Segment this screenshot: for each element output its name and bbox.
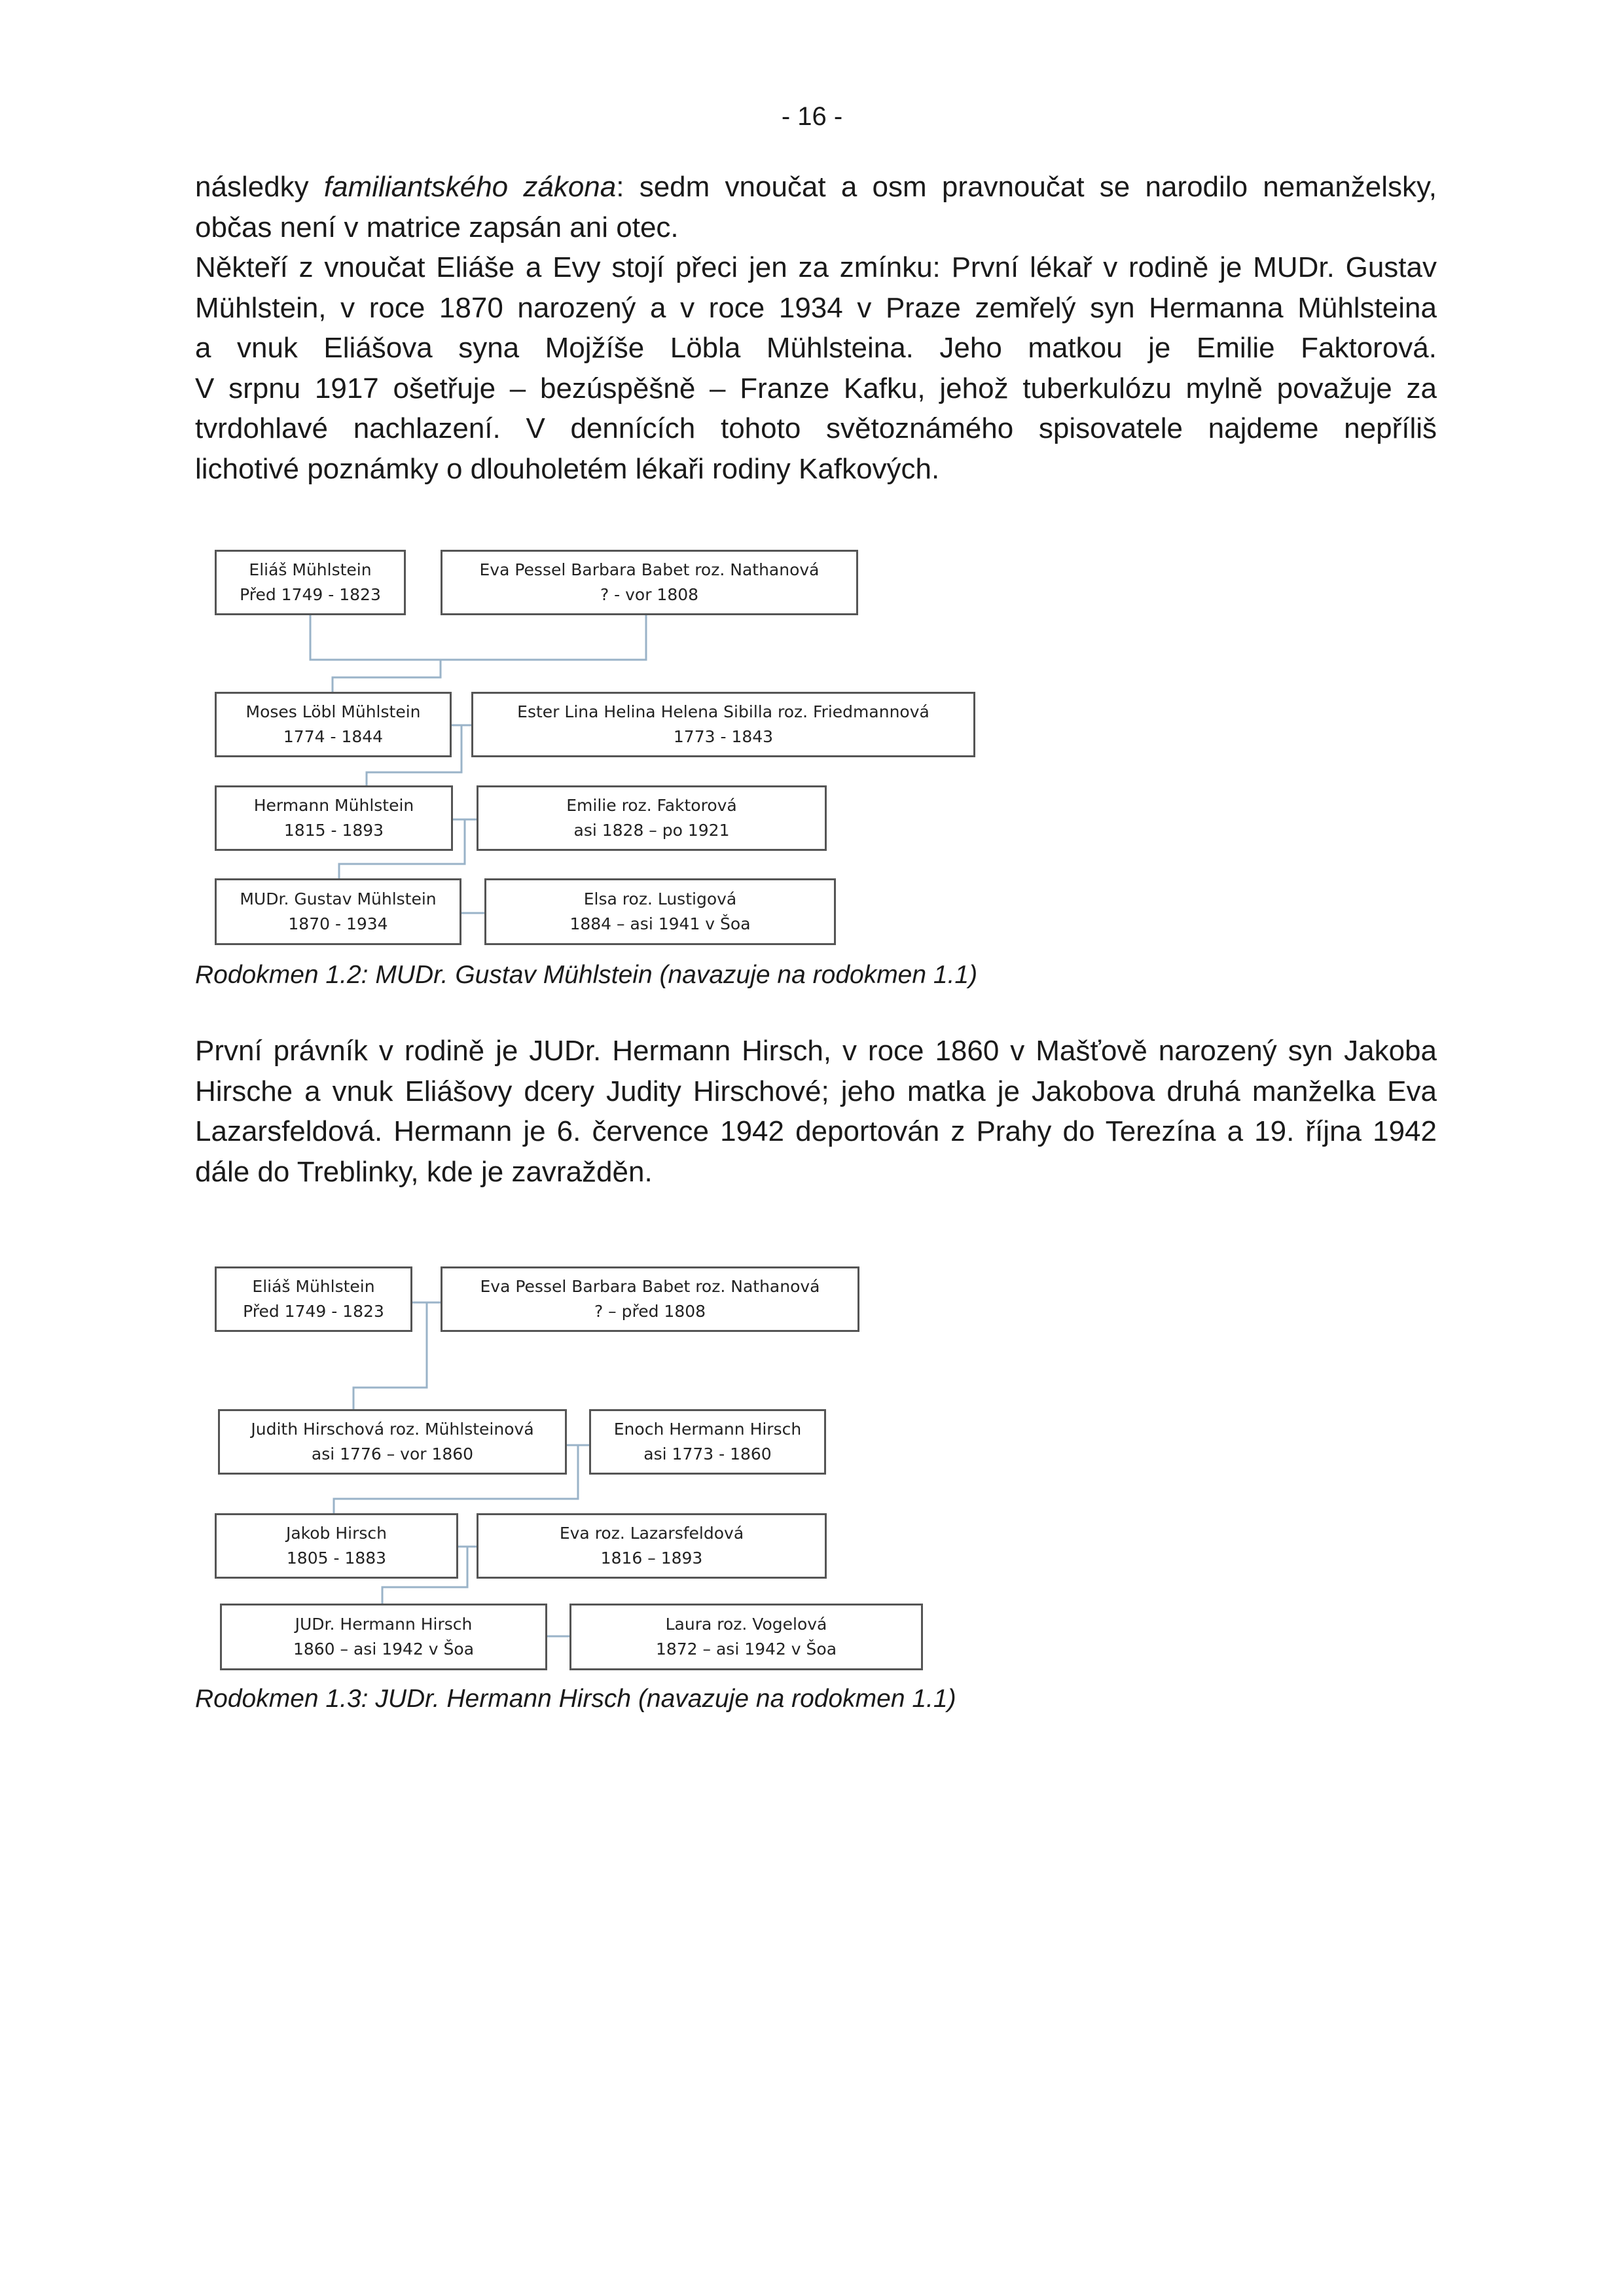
tree2-box-jakob: Jakob Hirsch 1805 - 1883 (215, 1513, 458, 1579)
text-line: následky familiantského zákona: sedm vnoučat a osm pravnoučat se narodilo nemanželsky, (195, 171, 1437, 203)
tree1-box-elias: Eliáš Mühlstein Před 1749 - 1823 (215, 550, 406, 615)
text-line: dále do Treblinky, kde je zavražděn. (195, 1155, 653, 1188)
tree2-box-enoch: Enoch Hermann Hirsch asi 1773 - 1860 (589, 1409, 826, 1475)
text-line: Hirsche a vnuk Eliášovy dcery Judity Hirschové; jeho matka je Jakobova druhá manželka Eva (195, 1075, 1437, 1107)
paragraph-1 (195, 167, 1437, 489)
tree1-box-eva: Eva Pessel Barbara Babet roz. Nathanová ? - vor 1808 (441, 550, 858, 615)
tree1-box-emilie: Emilie roz. Faktorová asi 1828 – po 1921 (477, 785, 827, 851)
text-line: První právník v rodině je JUDr. Hermann Hirsch, v roce 1860 v Mašťově narozený syn Jakoba (195, 1035, 1437, 1067)
tree2-box-laura: Laura roz. Vogelová 1872 – asi 1942 v Šoa (569, 1604, 923, 1670)
tree2-box-hermann-hirsch: JUDr. Hermann Hirsch 1860 – asi 1942 v Šoa (220, 1604, 547, 1670)
paragraph-2 (195, 1031, 1437, 1192)
text-line: lichotivé poznámky o dlouholetém lékaři rodiny Kafkových. (195, 452, 940, 485)
text-line: Mühlstein, v roce 1870 narozený a v roce 1934 v Praze zemřelý syn Hermanna Mühlsteina (195, 291, 1437, 324)
connector-line (333, 660, 441, 695)
text-line: a vnuk Eliášova syna Mojžíše Löbla Mühlsteina. Jeho matkou je Emilie Faktorová. (195, 332, 1437, 364)
tree2-box-eva-lazarsfeld: Eva roz. Lazarsfeldová 1816 – 1893 (477, 1513, 827, 1579)
tree1-box-hermann: Hermann Mühlstein 1815 - 1893 (215, 785, 453, 851)
tree2-caption: Rodokmen 1.3: JUDr. Hermann Hirsch (navazuje na rodokmen 1.1) (195, 1685, 956, 1713)
tree1-box-gustav: MUDr. Gustav Mühlstein 1870 - 1934 (215, 878, 461, 945)
tree2-box-elias: Eliáš Mühlstein Před 1749 - 1823 (215, 1266, 412, 1332)
tree1-box-elsa: Elsa roz. Lustigová 1884 – asi 1941 v Šoa (484, 878, 836, 945)
tree2-box-eva: Eva Pessel Barbara Babet roz. Nathanová ? – před 1808 (441, 1266, 859, 1332)
tree1-box-ester: Ester Lina Helina Helena Sibilla roz. Friedmannová 1773 - 1843 (471, 692, 975, 757)
tree1-caption: Rodokmen 1.2: MUDr. Gustav Mühlstein (navazuje na rodokmen 1.1) (195, 961, 978, 989)
text-line: Někteří z vnoučat Eliáše a Evy stojí přeci jen za zmínku: První lékař v rodině je MUDr. Gustav (195, 251, 1437, 283)
text-line: Lazarsfeldová. Hermann je 6. července 1942 deportován z Prahy do Terezína a 19. října 1942 (195, 1115, 1437, 1147)
text-line: V srpnu 1917 ošetřuje – bezúspěšně – Franze Kafku, jehož tuberkulózu mylně považuje za (195, 372, 1437, 404)
text-line: tvrdohlavé nachlazení. V dennících tohoto světoznámého spisovatele najdeme nepříliš (195, 412, 1437, 444)
connector-line (310, 615, 646, 660)
tree1-box-moses: Moses Löbl Mühlstein 1774 - 1844 (215, 692, 452, 757)
page-number: - 16 - (781, 102, 843, 131)
text-line: občas není v matrice zapsán ani otec. (195, 211, 679, 243)
tree2-box-judith: Judith Hirschová roz. Mühlsteinová asi 1776 – vor 1860 (218, 1409, 567, 1475)
